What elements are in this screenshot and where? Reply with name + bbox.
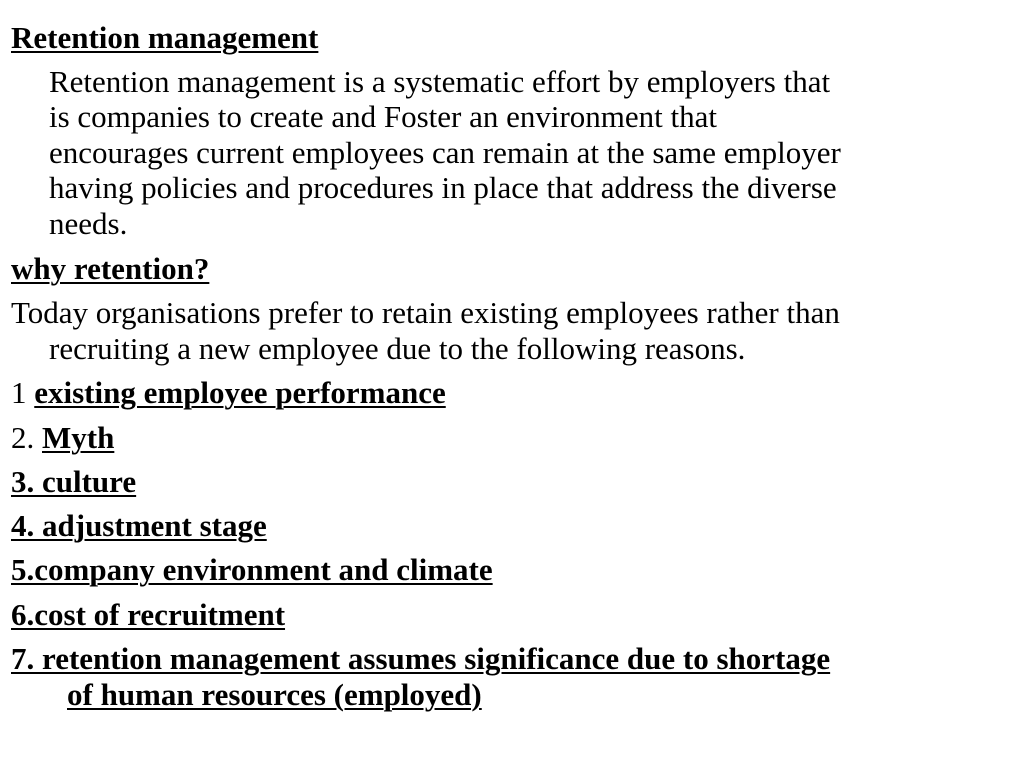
heading-retention-management: Retention management (11, 20, 319, 55)
list-item-5: 5.company environment and climate (11, 552, 493, 587)
list-item-3: 3. culture (11, 464, 137, 499)
definition-line-3: encourages current employees can remain at the same employer (49, 135, 841, 170)
list-item-4: 4. adjustment stage (11, 508, 267, 543)
definition-line-2: is companies to create and Foster an environment that (49, 99, 718, 134)
definition-line-5: needs. (49, 206, 128, 241)
definition-line-1: Retention management is a systematic effort by employers that (49, 64, 831, 99)
list-item-2 (11, 420, 114, 455)
list-item-1-number: 1 (11, 375, 35, 410)
list-item-1 (11, 375, 446, 410)
list-item-7-line-2: of human resources (employed) (67, 677, 482, 712)
definition-line-4: having policies and procedures in place that address the diverse (49, 170, 837, 205)
reason-intro-line-1: Today organisations prefer to retain existing employees rather than (11, 295, 840, 330)
heading-why-retention: why retention? (11, 251, 210, 286)
list-item-6: 6.cost of recruitment (11, 597, 286, 632)
reason-intro-line-2: recruiting a new employee due to the following reasons. (49, 331, 746, 366)
list-item-2-number: 2. (11, 420, 42, 455)
list-item-7-line-1: 7. retention management assumes significance due to shortage (11, 641, 831, 676)
list-item-1-text: existing employee performance (34, 375, 446, 410)
list-item-2-text: Myth (42, 420, 115, 455)
